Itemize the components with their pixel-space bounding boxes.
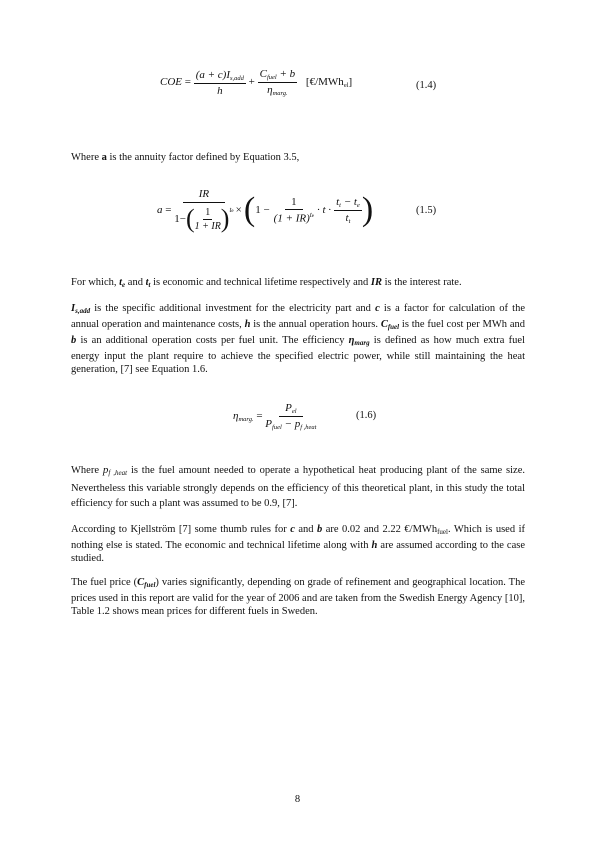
eq-1-4-fraction-1: $\frac{(a + c)I_{s,add}}{h}$ bbox=[195, 68, 244, 97]
equation-1-4: COE = $\frac{(a + c)I_{s,add}}{h}$ + $\frac{C_{fuel} + b}{\eta_{marg.}}$ [€/MWh$_{el}$] bbox=[160, 68, 353, 97]
eq-1-5-fraction-2: $\frac{1}{(1 + IR)^{te}}$ bbox=[273, 195, 314, 225]
eq-1-4-lhs: COE bbox=[160, 76, 182, 89]
equation-1-5: a = IR 1− ( $\frac{1}{1 + IR}$ ) $^{te}$ × ( 1 − $\frac{1}{(1 + IR)^{te}}$ · t · $\frac{t_t - t_e}{t_t}$ ) bbox=[157, 188, 374, 233]
eq-1-4-fraction-2: $\frac{C_{fuel} + b}{\eta_{marg.}}$ bbox=[259, 68, 296, 97]
eq-1-5-number: (1.5) bbox=[416, 205, 437, 216]
paragraph-annuity-intro: Where a is the annuity factor defined by Equation 3.5, bbox=[71, 152, 300, 163]
eq-1-4-number: (1.4) bbox=[416, 80, 437, 91]
paragraph-fuel-price: The fuel price (Cfuel) varies significantly, depending on grade of refinement and geographical location. The prices used in this report are valid for the year of 2006 and are taken from the Swedish Energy Agency [10], Table 1.2 shows mean prices for different fuels in Sweden. bbox=[71, 577, 525, 617]
paragraph-thumb-rules: According to Kjellström [7] some thumb rules for c and b are 0.02 and 2.22 €/MWhfuel. Which is used if nothing else is stated. The economic and technical lifetime along with h are assumed according to the case studied. bbox=[71, 524, 525, 564]
paragraph-lifetime: For which, te and tt is economic and technical lifetime respectively and IR is the interest rate. bbox=[71, 277, 462, 289]
paragraph-heat-plant: Where pf ,heat is the fuel amount needed to operate a hypothetical heat producing plant of the same size. Nevertheless this variable strongly depends on the efficiency of this theoretical plant, in this study the total efficiency for such a plant was assumed to be 0.9, [7]. bbox=[71, 464, 525, 509]
eq-1-6-number: (1.6) bbox=[356, 410, 377, 421]
paragraph-variables: Is,add is the specific additional investment for the electricity part and c is a factor for calculation of the annual operation and maintenance costs, h is the annual operation hours. Cfuel is the fuel cost per MWh and b is an additional operation costs per fuel unit. The efficiency ηmarg is defined as how much extra fuel energy input the plant require to achieve the specified electric power, while still maintaining the heat generation, [7] see Equation 1.6. bbox=[71, 303, 525, 375]
page-number: 8 bbox=[294, 794, 301, 805]
eq-1-5-fraction-main: IR 1− ( $\frac{1}{1 + IR}$ ) $^{te}$ bbox=[174, 188, 234, 233]
eq-1-4-unit: [€/MWh$_{el}$] bbox=[305, 76, 353, 90]
eq-1-5-fraction-3: $\frac{t_t - t_e}{t_t}$ bbox=[336, 195, 360, 225]
eq-1-6-fraction: $\frac{P_{el}}{P_{fuel} - p_{f ,heat}}$ bbox=[265, 402, 317, 431]
equation-1-6: $\eta_{marg.}$ = $\frac{P_{el}}{P_{fuel} - p_{f ,heat}}$ bbox=[233, 402, 317, 431]
